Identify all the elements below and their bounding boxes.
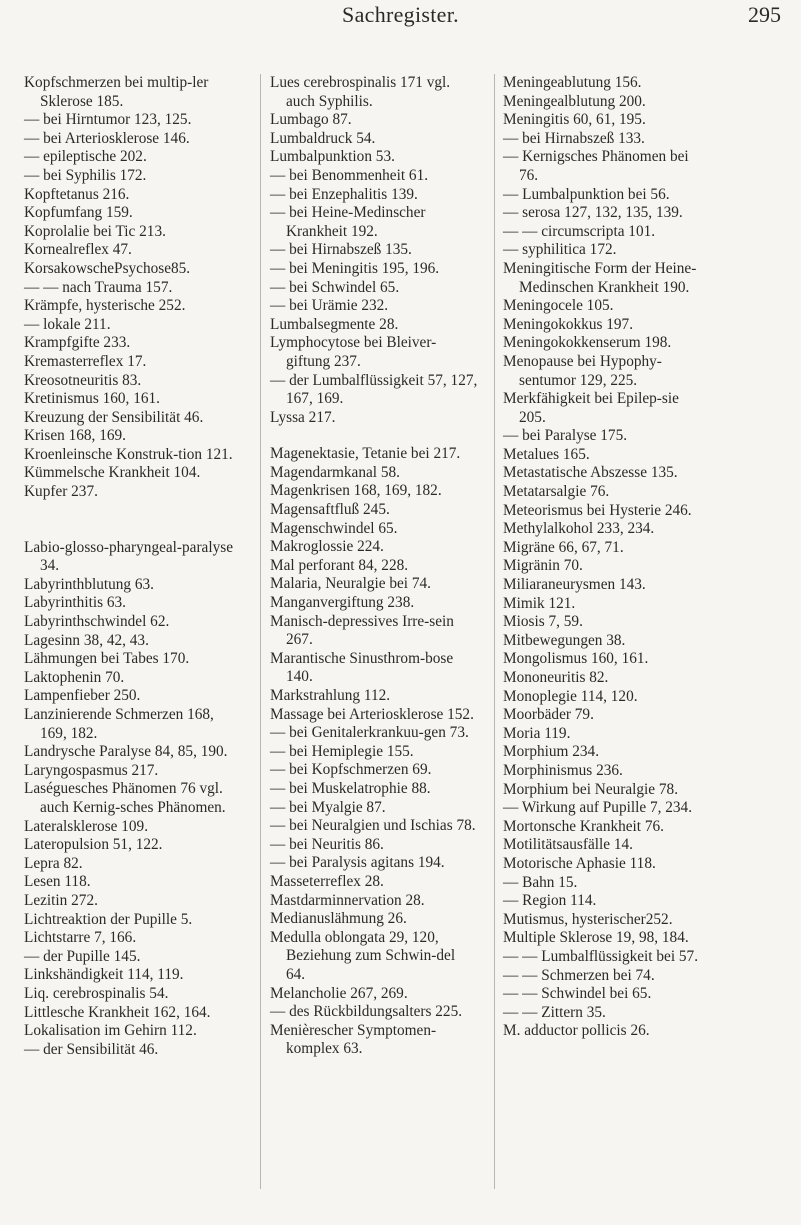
index-entry: Lepra 82. (24, 854, 83, 872)
index-entry: Labyrinthblutung 63. (24, 575, 155, 593)
index-entry: Mutismus, hysterischer252. (503, 910, 673, 928)
index-entry: — bei Heine-Medinscher Krankheit 192. (270, 204, 426, 240)
index-entry: Meningocele 105. (503, 297, 614, 315)
page-header (0, 0, 801, 30)
index-entry: Kupfer 237. (24, 483, 98, 501)
index-entry: Merkfähigkeit bei Epilep-sie 205. (503, 390, 679, 426)
index-entry: Lateralsklerose 109. (24, 817, 149, 835)
index-entry: — Lumbalpunktion bei 56. (503, 185, 670, 203)
index-entry: Krampfgifte 233. (24, 334, 131, 352)
index-entry: Koprolalie bei Tic 213. (24, 222, 166, 240)
index-entry: Labyrinthitis 63. (24, 594, 126, 612)
index-entry: — bei Benommenheit 61. (270, 166, 429, 184)
index-entry: — Region 114. (503, 892, 597, 910)
index-entry: Medianuslähmung 26. (270, 910, 407, 928)
index-entry: — bei Urämie 232. (270, 297, 389, 315)
index-entry: Metatarsalgie 76. (503, 483, 610, 501)
index-entry: Lesen 118. (24, 873, 91, 891)
index-entry: Kümmelsche Krankheit 104. (24, 464, 201, 482)
index-entry: Littlesche Krankheit 162, 164. (24, 1003, 211, 1021)
index-entry: Magendarmkanal 58. (270, 463, 400, 481)
index-entry: — bei Paralyse 175. (503, 427, 628, 445)
index-entry: — bei Schwindel 65. (270, 278, 400, 296)
index-entry: Malaria, Neuralgie bei 74. (270, 575, 431, 593)
index-entry: Magenschwindel 65. (270, 519, 398, 537)
index-entry: — bei Neuritis 86. (270, 835, 384, 853)
index-entry: — — Zittern 35. (503, 1003, 606, 1021)
index-entry: KorsakowschePsychose85. (24, 259, 191, 277)
index-entry: — — circumscripta 101. (503, 222, 656, 240)
index-entry: Mastdarminnervation 28. (270, 891, 425, 909)
index-entry: Moorbäder 79. (503, 706, 594, 724)
index-entry: Lokalisation im Gehirn 112. (24, 1022, 197, 1040)
column-divider (260, 74, 261, 1189)
index-entry: Meningeablutung 156. (503, 74, 642, 91)
index-entry: Lanzinierende Schmerzen 168, 169, 182. (24, 706, 214, 742)
index-entry: Kreuzung der Sensibilität 46. (24, 408, 204, 426)
index-entry: Mortonsche Krankheit 76. (503, 817, 665, 835)
index-entry: — bei Muskelatrophie 88. (270, 779, 431, 797)
index-entry: Linkshändigkeit 114, 119. (24, 966, 184, 984)
index-entry: Lumbalsegmente 28. (270, 315, 399, 333)
index-entry: Magenektasie, Tetanie bei 217. (270, 445, 461, 463)
index-entry: — bei Hirntumor 123, 125. (24, 111, 192, 129)
index-entry: Manganvergiftung 238. (270, 594, 415, 612)
index-entry: Meningealblutung 200. (503, 92, 646, 110)
letter-group-gap (24, 502, 244, 539)
index-entry: Laktophenin 70. (24, 668, 125, 686)
index-entry: Labyrinthschwindel 62. (24, 613, 170, 631)
index-entry: Magenkrisen 168, 169, 182. (270, 482, 442, 500)
index-entry: — der Pupille 145. (24, 947, 141, 965)
index-entry: Morphium bei Neuralgie 78. (503, 780, 679, 798)
index-entry: Krämpfe, hysterische 252. (24, 297, 186, 315)
index-entry: Landrysche Paralyse 84, 85, 190. (24, 743, 228, 761)
index-entry: Kornealreflex 47. (24, 241, 132, 259)
index-entry: — der Lumbalflüssigkeit 57, 127, 167, 169. (270, 371, 478, 408)
index-entry: Migränin 70. (503, 557, 583, 575)
index-entry: — des Rückbildungsalters 225. (270, 1003, 463, 1021)
index-entry: Laryngospasmus 217. (24, 761, 159, 779)
index-entry: Lymphocytose bei Bleiver-giftung 237. (270, 334, 437, 370)
index-entry: — bei Meningitis 195, 196. (270, 259, 440, 277)
index-entry: Lezitin 272. (24, 891, 98, 909)
index-entry: Lyssa 217. (270, 408, 336, 426)
index-entry: Meningokokkus 197. (503, 315, 634, 333)
index-entry: — syphilitica 172. (503, 241, 617, 259)
index-entry: Lumbalpunktion 53. (270, 148, 395, 166)
index-entry: — bei Hemiplegie 155. (270, 742, 414, 760)
index-entry: — bei Arteriosklerose 146. (24, 129, 190, 147)
index-entry: Manisch-depressives Irre-sein 267. (270, 612, 454, 649)
index-entry: — Kernigsches Phänomen bei 76. (503, 148, 689, 184)
index-entry: Markstrahlung 112. (270, 687, 391, 704)
index-entry: Morphinismus 236. (503, 761, 623, 779)
index-entry: Menopause bei Hypophy-sentumor 129, 225. (503, 352, 662, 389)
index-entry: — bei Kopfschmerzen 69. (270, 761, 432, 779)
index-entry: Methylalkohol 233, 234. (503, 520, 655, 538)
index-entry: — bei Paralysis agitans 194. (270, 854, 445, 872)
index-entry: — bei Genitalerkrankuu-gen 73. (270, 724, 469, 742)
index-entry: Mal perforant 84, 228. (270, 556, 409, 574)
index-entry: — bei Enzephalitis 139. (270, 185, 418, 203)
index-entry: Meningitis 60, 61, 195. (503, 111, 646, 129)
index-entry: Krisen 168, 169. (24, 427, 126, 445)
index-entry: Lichtstarre 7, 166. (24, 929, 137, 947)
index-entry: Migräne 66, 67, 71. (503, 538, 624, 556)
index-entry: Menièrescher Symptomen-komplex 63. (270, 1021, 437, 1058)
index-entry: Monoplegie 114, 120. (503, 687, 638, 705)
index-entry: — — Schmerzen bei 74. (503, 966, 655, 984)
index-entry: — — Lumbalflüssigkeit bei 57. (503, 947, 699, 965)
index-entry: — lokale 211. (24, 315, 111, 333)
index-entry: Masseterreflex 28. (270, 872, 384, 890)
index-entry: Meningitische Form der Heine-Medinschen Krankheit 190. (503, 259, 697, 296)
index-entry: Lumbago 87. (270, 111, 352, 129)
index-entry: Meteorismus bei Hysterie 246. (503, 501, 692, 519)
letter-group-gap (270, 427, 478, 445)
index-entry: Multiple Sklerose 19, 98, 184. (503, 929, 689, 947)
index-entry: Metalues 165. (503, 445, 590, 463)
index-column-1 (24, 74, 244, 1059)
index-entry: Lichtreaktion der Pupille 5. (24, 910, 193, 928)
index-entry: Lampenfieber 250. (24, 687, 141, 705)
index-entry: — epileptische 202. (24, 148, 147, 166)
index-entry: Melancholie 267, 269. (270, 984, 408, 1002)
index-entry: Mitbewegungen 38. (503, 631, 626, 649)
index-entry: — der Sensibilität 46. (24, 1040, 159, 1058)
index-entry: — bei Syphilis 172. (24, 166, 147, 184)
index-entry: — Bahn 15. (503, 873, 578, 891)
index-column-3 (503, 74, 709, 1041)
index-entry: Motorische Aphasie 118. (503, 854, 656, 872)
column-divider (494, 74, 495, 1189)
index-entry: Magensaftfluß 245. (270, 501, 390, 519)
index-entry: Lateropulsion 51, 122. (24, 836, 163, 854)
index-entry: — — Schwindel bei 65. (503, 985, 652, 1003)
index-entry: Moria 119. (503, 724, 571, 742)
index-entry: Lumbaldruck 54. (270, 129, 376, 147)
page-number: 295 (748, 2, 781, 27)
index-entry: Laséguesches Phänomen 76 vgl. auch Kernig-sches Phänomen. (24, 780, 226, 816)
index-entry: Labio-glosso-pharyngeal-paralyse 34. (24, 538, 233, 575)
index-entry: Mongolismus 160, 161. (503, 650, 649, 668)
index-entry: Miliaraneurysmen 143. (503, 576, 646, 594)
index-entry: Medulla oblongata 29, 120, Beziehung zum Schwin-del 64. (270, 928, 456, 983)
index-entry: Kretinismus 160, 161. (24, 390, 160, 408)
index-entry: Kreosotneuritis 83. (24, 371, 142, 389)
index-entry: Kopftetanus 216. (24, 185, 130, 203)
index-entry: Lähmungen bei Tabes 170. (24, 650, 190, 668)
index-entry: Massage bei Arteriosklerose 152. (270, 705, 474, 723)
index-entry: Mononeuritis 82. (503, 669, 609, 686)
index-entry: Kopfumfang 159. (24, 204, 133, 222)
index-entry: Morphium 234. (503, 743, 600, 761)
index-entry: Marantische Sinusthrom-bose 140. (270, 649, 454, 686)
index-entry: — serosa 127, 132, 135, 139. (503, 204, 683, 222)
index-column-2 (270, 74, 478, 1059)
index-entry: — — nach Trauma 157. (24, 278, 173, 296)
index-entry: Kopfschmerzen bei multip-ler Sklerose 185. (24, 74, 209, 110)
index-entry: — bei Myalgie 87. (270, 798, 386, 816)
index-entry: Kremasterreflex 17. (24, 352, 147, 370)
running-title: Sachregister. (342, 2, 459, 27)
index-entry: Miosis 7, 59. (503, 613, 583, 631)
index-entry: Makroglossie 224. (270, 538, 384, 556)
index-entry: Motilitätsausfälle 14. (503, 836, 634, 854)
index-entry: Meningokokkenserum 198. (503, 334, 672, 352)
index-entry: Mimik 121. (503, 594, 576, 612)
index-entry: Lagesinn 38, 42, 43. (24, 631, 149, 649)
index-entry: M. adductor pollicis 26. (503, 1022, 650, 1040)
index-entry: — bei Neuralgien und Ischias 78. (270, 817, 476, 835)
index-entry: Metastatische Abszesse 135. (503, 464, 678, 482)
index-entry: Liq. cerebrospinalis 54. (24, 984, 169, 1002)
index-entry: Kroenleinsche Konstruk-tion 121. (24, 445, 233, 463)
index-entry: — Wirkung auf Pupille 7, 234. (503, 799, 693, 817)
index-entry: — bei Hirnabszeß 135. (270, 241, 412, 259)
index-entry: Lues cerebrospinalis 171 vgl. auch Syphilis. (270, 74, 451, 110)
index-entry: — bei Hirnabszeß 133. (503, 129, 645, 147)
